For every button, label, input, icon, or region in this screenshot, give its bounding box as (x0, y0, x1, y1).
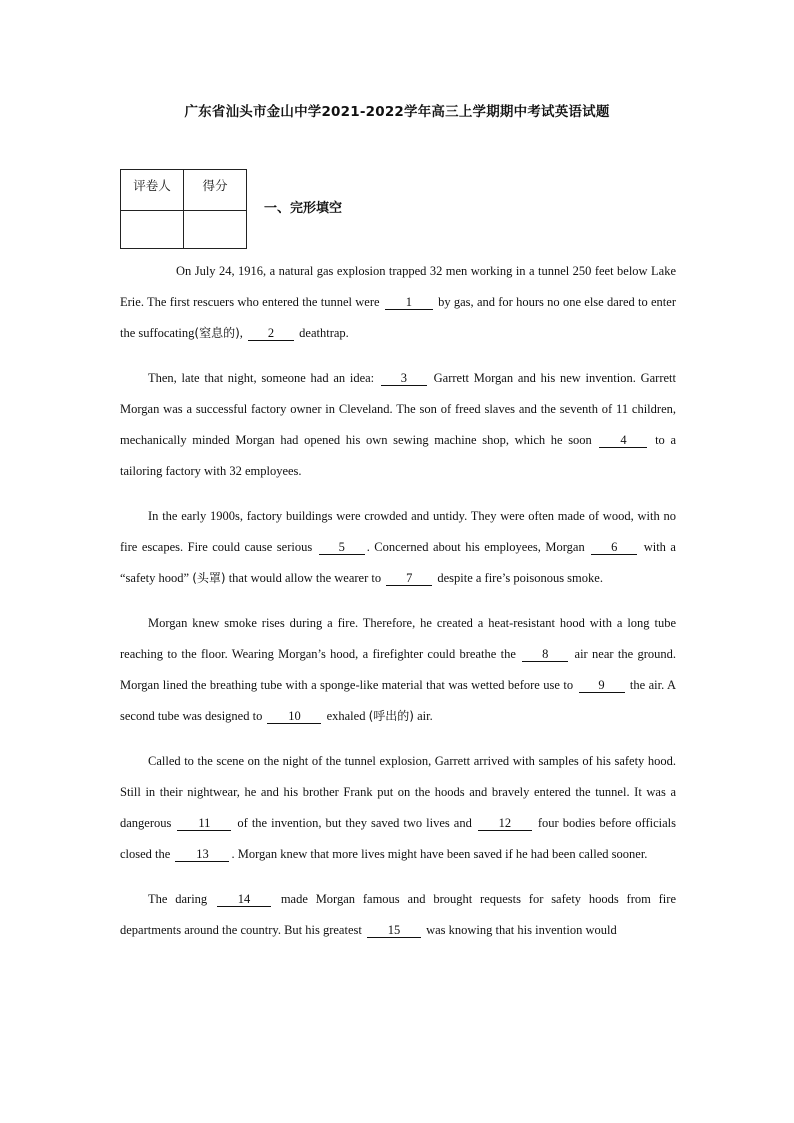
score-cell (184, 211, 247, 249)
paragraph-6 (120, 884, 676, 946)
text-run: was knowing that his invention would (422, 923, 617, 937)
score-table (120, 169, 247, 249)
text-run: that would allow the wearer to (225, 571, 385, 585)
text-run: by gas, and for hours no one else dared to enter the suffocating (120, 295, 676, 340)
text-run: made Morgan famous and brought requests for safety hoods from fire departments around the country. But his greatest (120, 892, 676, 937)
text-run: to a tailoring factory with 32 employees. (120, 433, 676, 478)
blank-3: 3 (381, 371, 427, 386)
text-run: Morgan knew smoke rises during a fire. Therefore, he created a heat-resistant hood with a long tube reaching to the floor. Wearing Morgan’s hood, a firefighter could breathe the (120, 616, 676, 661)
blank-9: 9 (579, 678, 625, 693)
gloss: (头罩) (192, 571, 226, 585)
text-run: Garrett Morgan and his new invention. Garrett Morgan was a successful factory owner in Cleveland. The son of freed slaves and the seventh of 11 children, mechanically minded Morgan had opened his own sewing machine shop, which he soon (120, 371, 676, 447)
text-run: . Concerned about his employees, Morgan (366, 540, 590, 554)
text-run: In the early 1900s, factory buildings were crowded and untidy. They were often made of wood, with no fire escapes. Fire could cause serious (120, 509, 676, 554)
section-heading: 一、完形填空 (264, 201, 343, 216)
gloss: (呼出的) (368, 709, 414, 723)
blank-2: 2 (248, 326, 294, 341)
blank-11: 11 (177, 816, 231, 831)
text-run: Then, late that night, someone had an idea: (148, 371, 379, 385)
paragraph-3 (120, 501, 676, 594)
blank-1: 1 (385, 295, 433, 310)
blank-12: 12 (478, 816, 532, 831)
text-run: Called to the scene on the night of the tunnel explosion, Garrett arrived with samples of his safety hood. Still in their nightwear, he and his brother Frank put on the hoods and bravely entered the tunnel. It was a dangerous (120, 754, 676, 830)
cloze-passage (120, 256, 676, 960)
text-run: . Morgan knew that more lives might have been saved if he had been called sooner. (231, 847, 648, 861)
text-run: On July 24, 1916, a natural gas explosion trapped 32 men working in a tunnel 250 feet below Lake Erie. The first rescuers who entered the tunnel were (120, 264, 676, 309)
blank-13: 13 (175, 847, 229, 862)
blank-8: 8 (522, 647, 568, 662)
blank-6: 6 (591, 540, 637, 555)
blank-4: 4 (599, 433, 647, 448)
paragraph-4 (120, 608, 676, 732)
paragraph-1 (120, 256, 676, 349)
blank-15: 15 (367, 923, 421, 938)
text-run: air. (413, 709, 433, 723)
text-run: four bodies before officials closed the (120, 816, 676, 861)
blank-10: 10 (267, 709, 321, 724)
page-title: 广东省汕头市金山中学2021-2022学年高三上学期期中考试英语试题 (184, 104, 610, 120)
text-run: deathtrap. (296, 326, 349, 340)
text-run: with a “safety hood” (120, 540, 676, 585)
blank-14: 14 (217, 892, 271, 907)
text-run: The daring (148, 892, 215, 906)
score-header: 得分 (184, 170, 247, 211)
blank-5: 5 (319, 540, 365, 555)
blank-7: 7 (386, 571, 432, 586)
grader-header: 评卷人 (121, 170, 184, 211)
text-run: , (239, 326, 247, 340)
gloss: (窒息的) (194, 326, 240, 340)
text-run: despite a fire’s poisonous smoke. (434, 571, 603, 585)
paragraph-2 (120, 363, 676, 487)
text-run: the air. A second tube was designed to (120, 678, 676, 723)
paragraph-5 (120, 746, 676, 870)
text-run: of the invention, but they saved two lives and (233, 816, 476, 830)
text-run: exhaled (323, 709, 369, 723)
grader-cell (121, 211, 184, 249)
text-run: air near the ground. Morgan lined the breathing tube with a sponge-like material that was wetted before use to (120, 647, 676, 692)
